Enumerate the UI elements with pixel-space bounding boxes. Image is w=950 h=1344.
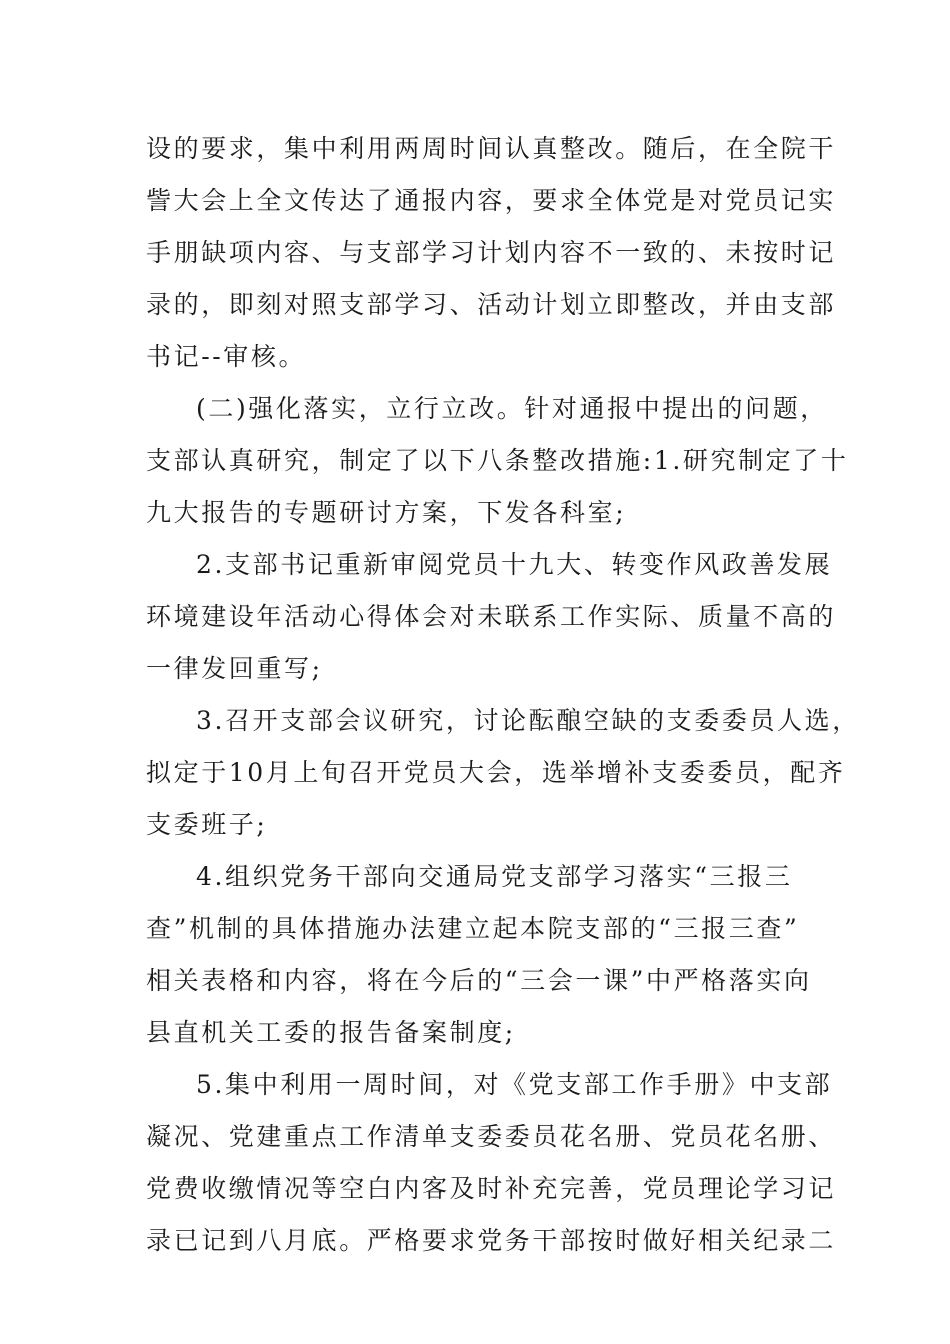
text-line: 录的，即刻对照支部学习、活动计划立即整改，并由支部 [146,290,837,319]
text-line: 5.集中利用一周时间，对《党支部工作手册》中支部 [196,1070,833,1099]
text-line: 录已记到八月底。严格要求党务干部按时做好相关纪录二 [146,1226,837,1255]
text-line: 设的要求，集中利用两周时间认真整改。随后，在全院干 [146,134,837,163]
paragraph-4 [146,695,860,851]
text-line: 支部认真研究，制定了以下八条整改措施:1.研究制定了十 [146,446,849,475]
text-line: 环境建设年活动心得体会对未联系工作实际、质量不高的 [146,602,837,631]
text-line: 党费收缴情况等空白内客及时补充完善，党员理论学习记 [146,1174,837,1203]
paragraph-6 [146,1059,837,1267]
paragraph-5 [146,851,810,1059]
text-line: 书记--审核。 [146,342,307,371]
text-line: 2.支部书记重新审阅党员十九大、转变作风政善发展 [196,550,833,579]
text-line: 相关表格和内容，将在今后的“三会一课”中严格落实向 [146,966,812,995]
text-line: 手朋缺项内容、与支部学习计划内容不一致的、未按时记 [146,238,837,267]
text-line: (二)强化落实，立行立改。针对通报中提出的问题， [196,394,828,423]
text-line: 訾大会上全文传达了通报内容，要求全体党是对党员记实 [146,186,837,215]
paragraph-1 [146,123,837,383]
text-line: 3.召开支部会议研究，讨论酝酿空缺的支委委员人选， [196,706,860,735]
text-line: 查”机制的具体措施办法建立起本院支部的“三报三查” [146,914,800,943]
text-line: 凝况、党建重点工作清单支委委员花名册、党员花名册、 [146,1122,837,1151]
text-line: 4.组织党务干部向交通局党支部学习落实“三报三 [196,862,793,891]
text-line: 拟定于10月上旬召开党员大会，选举增补支委委员，配齐 [146,758,846,787]
text-line: 县直机关工委的报告备案制度; [146,1018,516,1047]
text-line: 九大报告的专题研讨方案，下发各科室; [146,498,627,527]
text-line: 一律发回重写; [146,654,323,683]
text-line: 支委班子; [146,810,268,839]
paragraph-2 [146,383,849,539]
paragraph-3 [146,539,837,695]
document-page [146,123,860,1267]
